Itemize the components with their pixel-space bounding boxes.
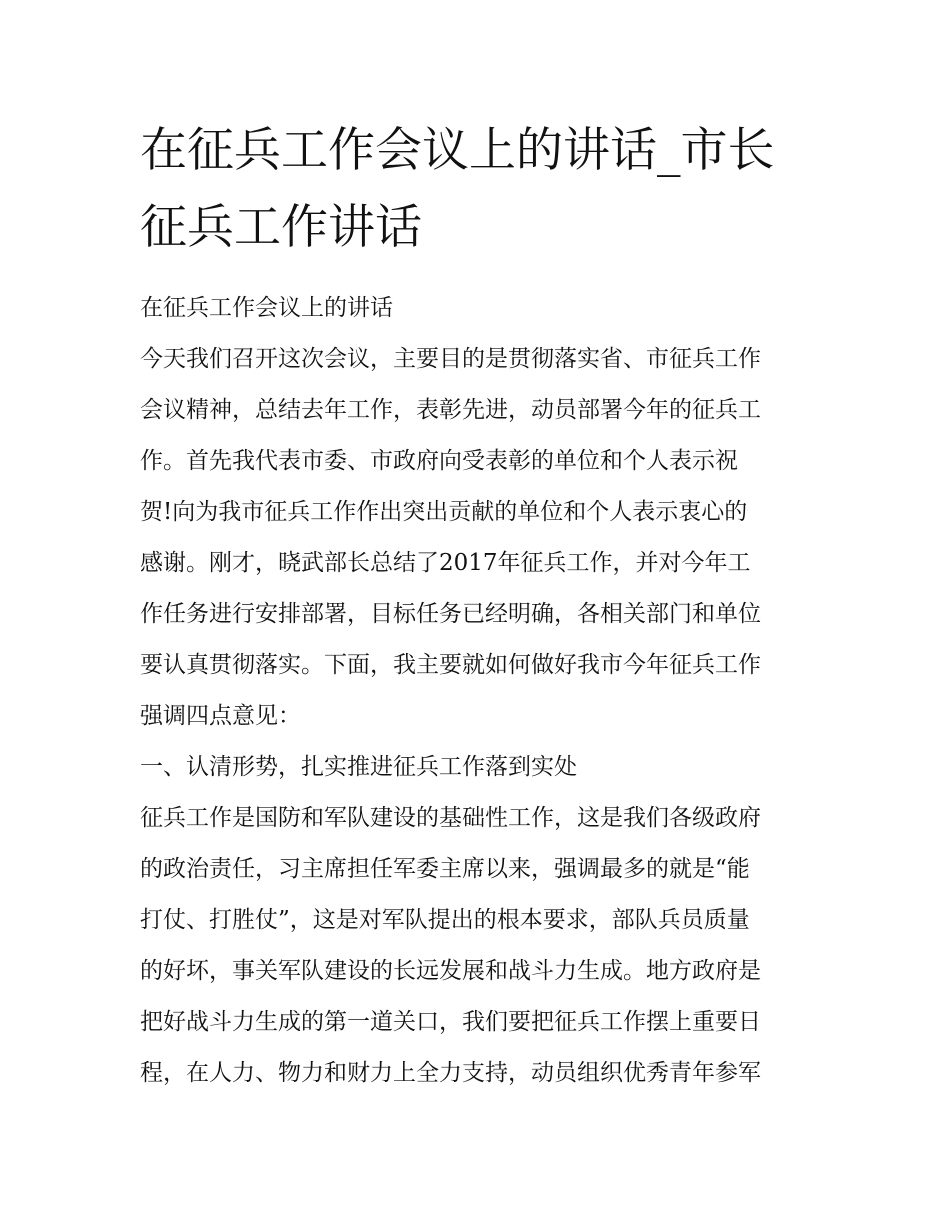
paragraph-line: 征兵工作是国防和军队建设的基础性工作，这是我们各级政府 (140, 805, 761, 831)
paragraph-line: 强调四点意见： (140, 703, 301, 729)
paragraph-line: 打仗、打胜仗”，这是对军队提出的根本要求，部队兵员质量 (140, 907, 750, 933)
paragraph-line: 作任务进行安排部署，目标任务已经明确，各相关部门和单位 (140, 601, 761, 627)
paragraph-line: 作。首先我代表市委、市政府向受表彰的单位和个人表示祝 (140, 448, 738, 474)
section-heading: 在征兵工作会议上的讲话 (140, 295, 393, 321)
paragraph-line: 的好坏，事关军队建设的长远发展和战斗力生成。地方政府是 (140, 958, 761, 984)
section-heading: 一、认清形势，扎实推进征兵工作落到实处 (140, 754, 577, 780)
paragraph-line: 程，在人力、物力和财力上全力支持，动员组织优秀青年参军 (140, 1060, 761, 1086)
title-line-1: 在征兵工作会议上的讲话_市长 (140, 123, 775, 178)
paragraph-line: 把好战斗力生成的第一道关口，我们要把征兵工作摆上重要日 (140, 1009, 761, 1035)
title-line-2: 征兵工作讲话 (140, 200, 422, 255)
paragraph-line: 感谢。刚才，晓武部长总结了2017年征兵工作，并对今年工 (140, 550, 751, 576)
document-title (140, 112, 820, 266)
paragraph-line: 的政治责任，习主席担任军委主席以来，强调最多的就是“能 (140, 856, 750, 882)
document-body (140, 283, 820, 1099)
paragraph-line: 要认真贯彻落实。下面，我主要就如何做好我市今年征兵工作 (140, 652, 761, 678)
paragraph-line: 贺!向为我市征兵工作作出突出贡献的单位和个人表示衷心的 (140, 499, 748, 525)
paragraph-line: 今天我们召开这次会议，主要目的是贯彻落实省、市征兵工作 (140, 346, 761, 372)
paragraph-line: 会议精神，总结去年工作，表彰先进，动员部署今年的征兵工 (140, 397, 761, 423)
